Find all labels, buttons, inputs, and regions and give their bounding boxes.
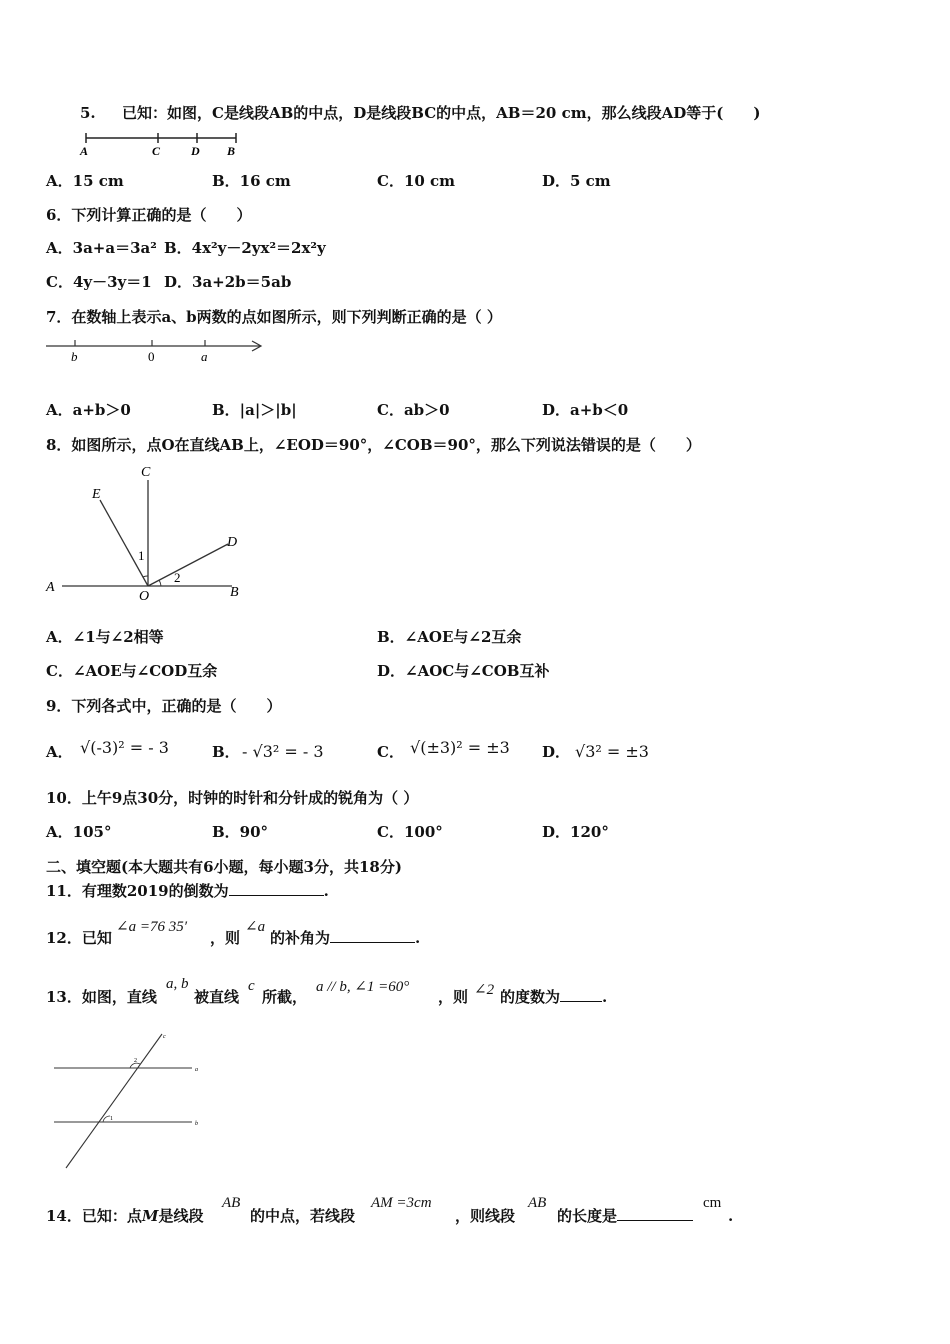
- q8-angle-figure: [40, 460, 260, 605]
- q7-number-line: [44, 336, 269, 366]
- q14-post-text: 的长度是: [557, 1207, 618, 1225]
- q14-mid1: 是线段: [158, 1207, 204, 1225]
- q8-label-b: B: [230, 585, 239, 600]
- q12-post: [270, 928, 420, 948]
- q7-option-b: B．|a|＞|b|: [212, 401, 297, 419]
- q7-option-d: D．a+b＜0: [542, 401, 629, 419]
- q14-mid2: 的中点，若线段: [250, 1207, 356, 1225]
- q14-math-am: AM =3cm: [371, 1195, 432, 1211]
- q7-text: 7．在数轴上表示a、b两数的点如图所示，则下列判断正确的是（ ）: [46, 308, 502, 326]
- q7-option-c: C．ab＞0: [377, 401, 450, 419]
- q14-pre-text: 14．已知：点: [46, 1207, 142, 1225]
- q13-math-condition: a // b, ∠1 =60°: [316, 979, 410, 995]
- q9-expr-d: √3² = ±3: [575, 742, 649, 761]
- q8-label-a: A: [46, 580, 55, 595]
- q12-answer-blank[interactable]: [330, 928, 415, 943]
- q14-end: .: [728, 1207, 734, 1225]
- q13-mid3: ，则: [438, 988, 469, 1006]
- q7-label-b: b: [71, 349, 78, 364]
- q8-label-o: O: [139, 589, 150, 604]
- q10-option-c: C．100°: [377, 823, 443, 841]
- q13-post-text: 的度数为: [500, 988, 561, 1006]
- q13-label-b: b: [195, 1121, 198, 1127]
- q14-post: [557, 1206, 693, 1226]
- q13-answer-blank[interactable]: [560, 987, 602, 1002]
- q5-option-a: A．15 cm: [46, 172, 124, 190]
- q8-option-a: A．∠1与∠2相等: [46, 628, 164, 646]
- section-2-heading: 二、填空题(本大题共有6小题，每小题3分，共18分): [46, 858, 402, 876]
- q14-unit: cm: [703, 1195, 722, 1211]
- q14-math-ab-1: AB: [222, 1195, 241, 1211]
- q13-mid2: 所截，: [262, 988, 308, 1006]
- q9-label-b: B．: [212, 743, 240, 761]
- q5-label-d: D: [191, 144, 200, 158]
- q7-option-a: A．a+b＞0: [46, 401, 131, 419]
- q13-label-1: 1: [110, 1116, 113, 1122]
- q8-label-1: 1: [138, 548, 145, 563]
- q14-answer-blank[interactable]: [617, 1206, 693, 1221]
- q11: [46, 881, 329, 901]
- q9-label-d: D．: [542, 743, 571, 761]
- q8-label-d: D: [227, 535, 238, 550]
- q6-option-d: D．3a+2b＝5ab: [164, 273, 292, 291]
- q9-expr-c: √(±3)² = ±3: [410, 738, 510, 757]
- q13-end: .: [602, 988, 608, 1006]
- q5-option-b: B．16 cm: [212, 172, 291, 190]
- q6-option-a: A．3a+a＝3a²: [46, 239, 157, 257]
- q12-mid: ，则: [210, 929, 241, 947]
- q8-option-b: B．∠AOE与∠2互余: [377, 628, 522, 646]
- q13-label-a: a: [195, 1067, 198, 1073]
- q9-expr-a: √(-3)² = - 3: [80, 738, 169, 757]
- q5-option-c: C．10 cm: [377, 172, 456, 190]
- q10-option-d: D．120°: [542, 823, 609, 841]
- q6-text: 6．下列计算正确的是（ ）: [46, 206, 252, 224]
- q14-mid3: ，则线段: [455, 1207, 516, 1225]
- q13-mid1: 被直线: [194, 988, 240, 1006]
- q6-option-c: C．4y－3y＝1: [46, 273, 152, 291]
- q8-option-c: C．∠AOE与∠COD互余: [46, 662, 218, 680]
- q13-label-2: 2: [134, 1058, 137, 1064]
- q12-math-angle: ∠a =76 35′: [116, 919, 187, 935]
- q8-option-d: D．∠AOC与∠COB互补: [377, 662, 550, 680]
- q13-pre: 13．如图，直线: [46, 988, 157, 1006]
- q14-math-ab-2: AB: [528, 1195, 547, 1211]
- q13-math-c: c: [248, 978, 255, 994]
- q7-label-zero: 0: [148, 349, 155, 364]
- q13-math-ab: a, b: [166, 976, 189, 992]
- q13-label-c: c: [163, 1034, 166, 1040]
- q14-pre: [46, 1206, 204, 1226]
- q11-text: 11．有理数2019的倒数为: [46, 882, 229, 900]
- q9-text: 9．下列各式中，正确的是（ ）: [46, 697, 282, 715]
- q12-math-a: ∠a: [245, 919, 266, 935]
- q14-point-m: M: [141, 1207, 159, 1225]
- q5-label-c: C: [152, 144, 161, 158]
- q8-label-2: 2: [174, 570, 181, 585]
- q10-option-a: A．105°: [46, 823, 112, 841]
- q5-number: 5.: [80, 104, 96, 122]
- q10-text: 10．上午9点30分，时钟的时针和分针成的锐角为（ ）: [46, 789, 419, 807]
- q5-text: 已知：如图，C是线段AB的中点，D是线段BC的中点，AB＝20 cm，那么线段AD等于( ): [122, 104, 761, 122]
- q10-option-b: B．90°: [212, 823, 269, 841]
- q8-text: 8．如图所示，点O在直线AB上，∠EOD＝90°，∠COB＝90°，那么下列说法错误的是（ ）: [46, 436, 701, 454]
- q5-label-b: B: [227, 144, 236, 158]
- q12-end: .: [415, 929, 421, 947]
- q11-answer-blank[interactable]: [229, 881, 324, 896]
- q7-label-a: a: [201, 349, 208, 364]
- q13-parallel-lines-figure: [50, 1030, 210, 1175]
- q13-post: [500, 987, 607, 1007]
- q5-label-a: A: [80, 144, 89, 158]
- q6-option-b: B．4x²y－2yx²＝2x²y: [164, 239, 326, 257]
- q13-math-angle2: ∠2: [474, 982, 495, 998]
- q9-label-a: A．: [46, 743, 73, 761]
- q8-label-c: C: [141, 465, 151, 480]
- q9-expr-b: - √3² = - 3: [242, 742, 324, 761]
- q5-option-d: D．5 cm: [542, 172, 611, 190]
- q12-pre: 12．已知: [46, 929, 112, 947]
- q9-label-c: C．: [377, 743, 404, 761]
- q12-post-text: 的补角为: [270, 929, 331, 947]
- q5-segment-figure: [78, 130, 248, 160]
- q8-label-e: E: [92, 487, 101, 502]
- q11-end: .: [323, 882, 329, 900]
